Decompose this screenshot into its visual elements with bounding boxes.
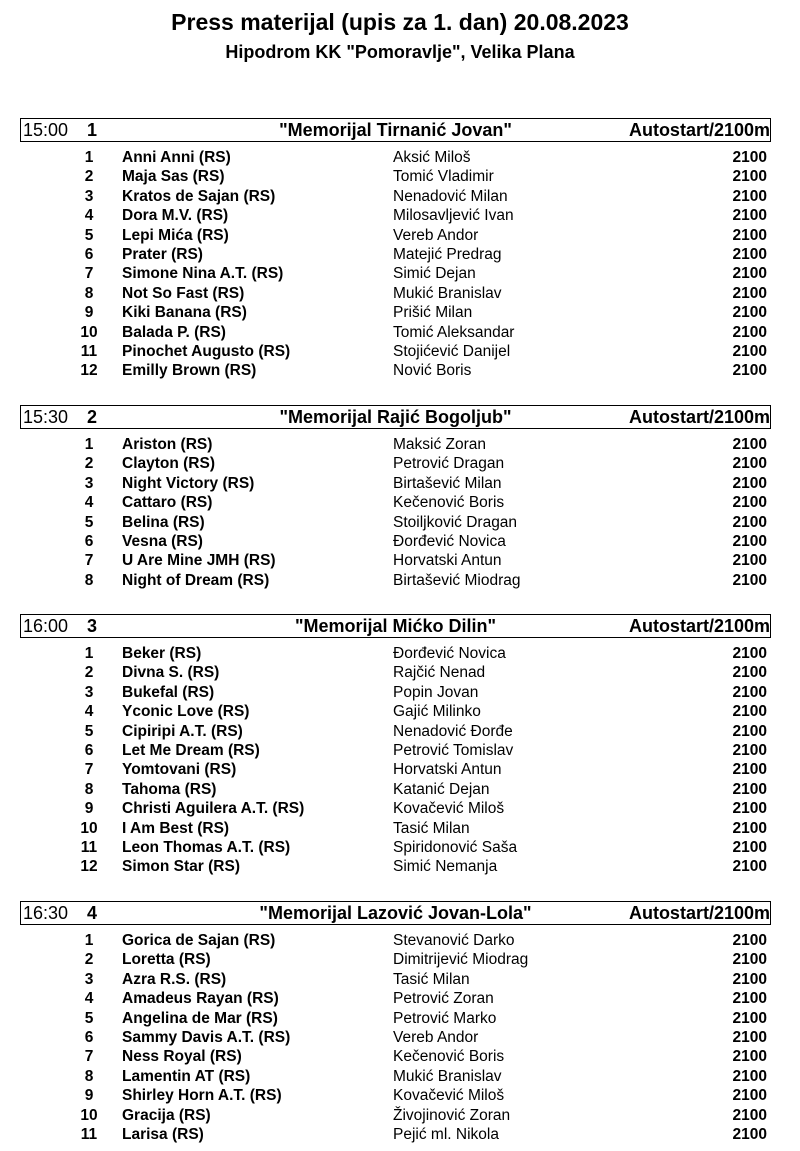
entry-row: [20, 454, 771, 473]
horse-name: Yconic Love (RS): [122, 703, 250, 721]
race-distance: Autostart/2100m: [628, 407, 770, 427]
race-header: [20, 405, 771, 429]
entry-distance: 2100: [732, 474, 767, 492]
entry-distance: 2100: [732, 304, 767, 322]
horse-name: Leon Thomas A.T. (RS): [122, 838, 291, 856]
entry-number: 10: [80, 323, 98, 341]
entry-number: 3: [84, 187, 94, 205]
entry-distance: 2100: [732, 761, 767, 779]
entry-distance: 2100: [732, 858, 767, 876]
race-header: [20, 614, 771, 638]
driver-name: Maksić Zoran: [393, 436, 487, 453]
horse-name: Prater (RS): [122, 245, 203, 263]
race-block: [20, 118, 771, 381]
entry-number: 12: [80, 858, 98, 876]
driver-name: Stoiljković Dragan: [393, 513, 518, 531]
horse-name: Simon Star (RS): [122, 858, 240, 876]
entry-number: 5: [84, 226, 94, 244]
entry-distance: 2100: [732, 703, 767, 721]
driver-name: Nenadović Đorđe: [393, 722, 513, 740]
horse-name: Vesna (RS): [122, 532, 203, 550]
entry-number: 5: [84, 513, 94, 531]
race-name: "Memorijal Lazović Jovan-Lola": [259, 903, 532, 923]
driver-name: Horvatski Antun: [393, 552, 502, 570]
horse-name: Loretta (RS): [122, 951, 211, 969]
entry-row: [20, 1047, 771, 1066]
entry-number: 6: [84, 532, 94, 550]
horse-name: Let Me Dream (RS): [122, 741, 260, 759]
entry-distance: 2100: [732, 664, 767, 682]
entry-row: [20, 1125, 771, 1144]
entry-row: [20, 722, 771, 741]
horse-name: I Am Best (RS): [122, 819, 230, 837]
horse-name: Maja Sas (RS): [122, 168, 225, 186]
entry-number: 1: [84, 436, 94, 453]
entry-number: 12: [80, 362, 98, 380]
entry-number: 10: [80, 819, 98, 837]
horse-name: Shirley Horn A.T. (RS): [122, 1087, 282, 1105]
driver-name: Stojićević Danijel: [393, 342, 511, 360]
entry-list: [20, 644, 771, 877]
page-subtitle: Hipodrom KK "Pomoravlje", Velika Plana: [225, 42, 575, 62]
entry-number: 6: [84, 1028, 94, 1046]
horse-name: Ness Royal (RS): [122, 1048, 242, 1066]
race-distance: Autostart/2100m: [628, 120, 770, 140]
entry-row: [20, 989, 771, 1008]
race-name: "Memorijal Mićko Dilin": [294, 616, 497, 636]
entry-number: 2: [84, 951, 94, 969]
entry-row: [20, 148, 771, 167]
entry-distance: 2100: [732, 149, 767, 166]
driver-name: Petrović Dragan: [393, 455, 505, 473]
driver-name: Vereb Andor: [393, 226, 479, 244]
entry-distance: 2100: [732, 683, 767, 701]
driver-name: Đorđević Novica: [393, 645, 506, 662]
entry-row: [20, 950, 771, 969]
driver-name: Petrović Marko: [393, 1009, 497, 1027]
entry-row: [20, 1009, 771, 1028]
driver-name: Petrović Zoran: [393, 990, 494, 1008]
horse-name: Cattaro (RS): [122, 494, 213, 512]
entry-list: [20, 435, 771, 590]
driver-name: Birtašević Milan: [393, 474, 502, 492]
entry-distance: 2100: [732, 245, 767, 263]
horse-name: Simone Nina A.T. (RS): [122, 265, 284, 283]
entry-distance: 2100: [732, 780, 767, 798]
entry-number: 2: [84, 664, 94, 682]
race-block: [20, 405, 771, 590]
horse-name: Night of Dream (RS): [122, 571, 270, 589]
entry-distance: 2100: [732, 1087, 767, 1105]
entry-row: [20, 970, 771, 989]
entry-number: 4: [84, 990, 94, 1008]
race-header: [20, 118, 771, 142]
horse-name: Emilly Brown (RS): [122, 362, 257, 380]
entry-row: [20, 1086, 771, 1105]
entry-number: 1: [84, 645, 94, 662]
entry-number: 5: [84, 1009, 94, 1027]
entry-number: 11: [80, 342, 98, 360]
race-header: [20, 901, 771, 925]
driver-name: Dimitrijević Miodrag: [393, 951, 529, 969]
entry-row: [20, 493, 771, 512]
entry-distance: 2100: [732, 207, 767, 225]
entry-row: [20, 683, 771, 702]
driver-name: Kečenović Boris: [393, 494, 505, 512]
horse-name: Christi Aguilera A.T. (RS): [122, 800, 305, 818]
entry-row: [20, 702, 771, 721]
horse-name: Yomtovani (RS): [122, 761, 237, 779]
race-time: 15:00: [23, 120, 69, 140]
driver-name: Spiridonović Saša: [393, 838, 518, 856]
driver-name: Simić Dejan: [393, 265, 476, 283]
entry-distance: 2100: [732, 168, 767, 186]
horse-name: Dora M.V. (RS): [122, 207, 229, 225]
entry-number: 6: [84, 245, 94, 263]
horse-name: Lamentin AT (RS): [122, 1067, 251, 1085]
entry-distance: 2100: [732, 265, 767, 283]
entry-number: 8: [84, 780, 94, 798]
horse-name: Ariston (RS): [122, 436, 213, 453]
entry-row: [20, 760, 771, 779]
driver-name: Birtašević Miodrag: [393, 571, 521, 589]
driver-name: Rajčić Nenad: [393, 664, 486, 682]
entry-distance: 2100: [732, 838, 767, 856]
driver-name: Mukić Branislav: [393, 1067, 502, 1085]
entry-distance: 2100: [732, 951, 767, 969]
entry-distance: 2100: [732, 1106, 767, 1124]
entry-row: [20, 857, 771, 876]
entry-row: [20, 780, 771, 799]
entry-number: 3: [84, 970, 94, 988]
entry-row: [20, 323, 771, 342]
horse-name: Amadeus Rayan (RS): [122, 990, 279, 1008]
horse-name: U Are Mine JMH (RS): [122, 552, 276, 570]
entry-distance: 2100: [732, 1028, 767, 1046]
race-block: [20, 614, 771, 877]
driver-name: Tasić Milan: [393, 819, 470, 837]
driver-name: Milosavljević Ivan: [393, 207, 514, 225]
entry-number: 2: [84, 455, 94, 473]
entry-distance: 2100: [732, 323, 767, 341]
entry-number: 8: [84, 571, 94, 589]
entry-number: 4: [84, 494, 94, 512]
entry-distance: 2100: [732, 722, 767, 740]
entry-row: [20, 1106, 771, 1125]
entry-row: [20, 303, 771, 322]
race-block: [20, 901, 771, 1144]
driver-name: Aksić Miloš: [393, 149, 471, 166]
entry-distance: 2100: [732, 1048, 767, 1066]
entry-number: 8: [84, 1067, 94, 1085]
race-time: 16:00: [23, 616, 69, 636]
driver-name: Mukić Branislav: [393, 284, 502, 302]
entry-row: [20, 663, 771, 682]
entry-distance: 2100: [732, 187, 767, 205]
driver-name: Matejić Predrag: [393, 245, 502, 263]
entry-row: [20, 361, 771, 380]
driver-name: Kovačević Miloš: [393, 800, 505, 818]
entry-number: 10: [80, 1106, 98, 1124]
entry-number: 5: [84, 722, 94, 740]
race-name: "Memorijal Tirnanić Jovan": [279, 120, 512, 140]
horse-name: Bukefal (RS): [122, 683, 215, 701]
race-distance: Autostart/2100m: [628, 903, 770, 923]
entry-list: [20, 931, 771, 1144]
driver-name: Petrović Tomislav: [393, 741, 514, 759]
race-number: 4: [87, 903, 98, 923]
entry-row: [20, 513, 771, 532]
driver-name: Kovačević Miloš: [393, 1087, 505, 1105]
horse-name: Night Victory (RS): [122, 474, 255, 492]
horse-name: Clayton (RS): [122, 455, 215, 473]
driver-name: Tasić Milan: [393, 970, 470, 988]
horse-name: Not So Fast (RS): [122, 284, 245, 302]
horse-name: Anni Anni (RS): [122, 149, 231, 166]
driver-name: Prišić Milan: [393, 304, 473, 322]
entry-distance: 2100: [732, 494, 767, 512]
driver-name: Simić Nemanja: [393, 858, 498, 876]
entry-row: [20, 931, 771, 950]
entry-distance: 2100: [732, 645, 767, 662]
entry-number: 8: [84, 284, 94, 302]
entry-distance: 2100: [732, 819, 767, 837]
horse-name: Sammy Davis A.T. (RS): [122, 1028, 291, 1046]
entry-distance: 2100: [732, 532, 767, 550]
entry-row: [20, 551, 771, 570]
entry-number: 1: [84, 932, 94, 949]
entry-row: [20, 1028, 771, 1047]
horse-name: Gracija (RS): [122, 1106, 211, 1124]
entry-distance: 2100: [732, 800, 767, 818]
entry-number: 9: [84, 1087, 94, 1105]
entry-row: [20, 532, 771, 551]
entry-row: [20, 206, 771, 225]
entry-number: 4: [84, 207, 94, 225]
entry-row: [20, 838, 771, 857]
driver-name: Kečenović Boris: [393, 1048, 505, 1066]
entry-row: [20, 644, 771, 663]
race-time: 16:30: [23, 903, 69, 923]
driver-name: Živojinović Zoran: [393, 1106, 511, 1124]
entry-row: [20, 264, 771, 283]
driver-name: Horvatski Antun: [393, 761, 502, 779]
horse-name: Lepi Mića (RS): [122, 226, 229, 244]
entry-row: [20, 167, 771, 186]
entry-number: 7: [84, 552, 94, 570]
entry-number: 7: [84, 1048, 94, 1066]
entry-distance: 2100: [732, 436, 767, 453]
driver-name: Katanić Dejan: [393, 780, 490, 798]
entry-row: [20, 245, 771, 264]
driver-name: Nović Boris: [393, 362, 472, 380]
entry-distance: 2100: [732, 970, 767, 988]
horse-name: Beker (RS): [122, 645, 202, 662]
horse-name: Pinochet Augusto (RS): [122, 342, 291, 360]
driver-name: Stevanović Darko: [393, 932, 515, 949]
horse-name: Kiki Banana (RS): [122, 304, 247, 322]
entry-list: [20, 148, 771, 381]
entry-distance: 2100: [732, 1009, 767, 1027]
horse-name: Larisa (RS): [122, 1125, 204, 1143]
entry-number: 4: [84, 703, 94, 721]
entry-distance: 2100: [732, 1067, 767, 1085]
horse-name: Tahoma (RS): [122, 780, 217, 798]
entry-distance: 2100: [732, 284, 767, 302]
entry-number: 1: [84, 149, 94, 166]
horse-name: Gorica de Sajan (RS): [122, 932, 276, 949]
race-name: "Memorijal Rajić Bogoljub": [279, 407, 512, 427]
race-number: 2: [87, 407, 98, 427]
entry-distance: 2100: [732, 455, 767, 473]
entry-row: [20, 819, 771, 838]
entry-distance: 2100: [732, 990, 767, 1008]
entry-row: [20, 284, 771, 303]
entry-number: 9: [84, 304, 94, 322]
entry-row: [20, 226, 771, 245]
horse-name: Kratos de Sajan (RS): [122, 187, 276, 205]
race-number: 3: [87, 616, 98, 636]
entry-distance: 2100: [732, 1125, 767, 1143]
entry-distance: 2100: [732, 513, 767, 531]
entry-row: [20, 1067, 771, 1086]
entry-row: [20, 187, 771, 206]
horse-name: Balada P. (RS): [122, 323, 226, 341]
entry-distance: 2100: [732, 226, 767, 244]
entry-distance: 2100: [732, 932, 767, 949]
entry-number: 2: [84, 168, 94, 186]
race-number: 1: [87, 120, 98, 140]
entry-row: [20, 342, 771, 361]
driver-name: Đorđević Novica: [393, 532, 506, 550]
page-title: Press materijal (upis za 1. dan) 20.08.2023: [171, 9, 629, 35]
entry-number: 3: [84, 474, 94, 492]
entry-distance: 2100: [732, 571, 767, 589]
entry-number: 11: [80, 1125, 98, 1143]
entry-number: 7: [84, 265, 94, 283]
entry-distance: 2100: [732, 552, 767, 570]
driver-name: Pejić ml. Nikola: [393, 1125, 499, 1143]
entry-row: [20, 474, 771, 493]
driver-name: Tomić Aleksandar: [393, 323, 515, 341]
entry-row: [20, 741, 771, 760]
driver-name: Popin Jovan: [393, 683, 479, 701]
driver-name: Tomić Vladimir: [393, 168, 494, 186]
driver-name: Gajić Milinko: [393, 703, 481, 721]
entry-number: 6: [84, 741, 94, 759]
horse-name: Azra R.S. (RS): [122, 970, 227, 988]
driver-name: Vereb Andor: [393, 1028, 479, 1046]
entry-row: [20, 799, 771, 818]
entry-distance: 2100: [732, 342, 767, 360]
entry-distance: 2100: [732, 741, 767, 759]
horse-name: Divna S. (RS): [122, 664, 220, 682]
horse-name: Cipiripi A.T. (RS): [122, 722, 243, 740]
driver-name: Nenadović Milan: [393, 187, 508, 205]
entry-row: [20, 571, 771, 590]
race-time: 15:30: [23, 407, 69, 427]
horse-name: Belina (RS): [122, 513, 205, 531]
entry-number: 7: [84, 761, 94, 779]
entry-number: 3: [84, 683, 94, 701]
entry-distance: 2100: [732, 362, 767, 380]
entry-number: 11: [80, 838, 98, 856]
entry-row: [20, 435, 771, 454]
entry-number: 9: [84, 800, 94, 818]
horse-name: Angelina de Mar (RS): [122, 1009, 278, 1027]
race-distance: Autostart/2100m: [628, 616, 770, 636]
